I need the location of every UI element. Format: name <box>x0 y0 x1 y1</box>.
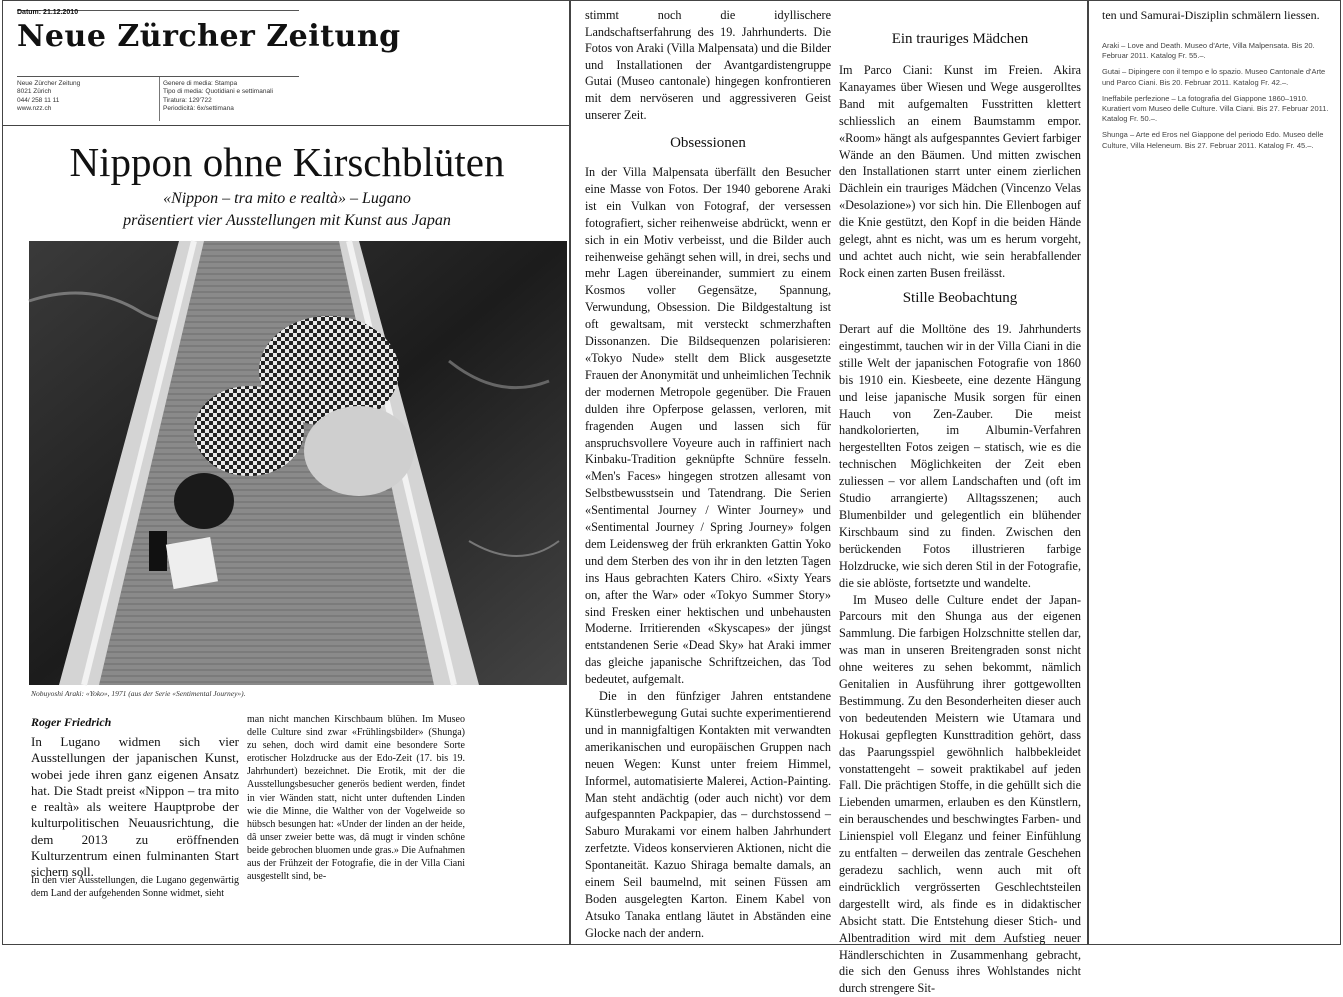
divider <box>17 76 299 77</box>
article-photo <box>29 241 567 685</box>
media-info-line: Genere di media: Stampa <box>163 80 273 88</box>
page-1 <box>2 0 570 945</box>
article-body-column <box>839 321 1081 997</box>
media-info <box>163 80 273 113</box>
body-paragraph: In der Villa Malpensata überfällt den Besucher eine Masse von Fotos. Der 1940 geborene Araki ist ein Vulkan von Fotograf, der versessen fotografiert, sicher reihenweise abdrückt, wenn er sich in ein Motiv verbeisst, und die Bilder auch reihenweise gehängt sehen will, in drei, sechs und mehr Lagen übereinander, summiert zu einem Kosmos voller Gegensätze, Spannung, Verwundung, Obsession. Die Bildgestaltung ist oft gewaltsam, mit versteckt schmerzhaften Dissonanzen. Die Bildsequenzen polarisieren: «Tokyo Nude» stellt dem Blick ausgesetzte Frauen der Anonymität und unheimlichen Technik der modernen Metropole gegenüber. Die Frauen dulden ihre Opferpose gelassen, verloren, mit fragenden Augen und lassen sich für anspruchsvollere Voyeure auch in raffiniert nach Kinbaku-Tradition geknüpfte Schnüre fesseln. «Men's Faces» hingegen strotzen allesamt von Selbstbewusstsein und Tatendrang. Die Serien «Sentimental Journey / Winter Journey» und «Sentimental Journey / Spring Journey» folgen dem Leidensweg der früh erkrankten Gattin Yoko und dem Sterben des von ihr in den letzten Tagen ins Haus gebrachten Katers Chiro. «Sixty Years on, after the War» oder «Tokyo Summer Story» sind Fresken einer hektischen und unbehausten Moderne. Irritierenden «Skyscapes» der jüngst entstandenen Serie «Dead Sky» hat Araki immer das gleiche japanische Schriftzeichen, das Tod bedeutet, aufgemalt. <box>585 164 831 688</box>
section-heading: Stille Beobachtung <box>839 290 1081 307</box>
exhibition-info-item: Araki – Love and Death. Museo d'Arte, Villa Malpensata. Bis 20. Februar 2011. Katalog Fr. 55.–. <box>1102 41 1334 61</box>
article-body-column <box>839 62 1081 282</box>
publisher-address <box>17 80 80 113</box>
body-paragraph: stimmt noch die idyllischere Landschaftserfahrung des 19. Jahrhunderts. Die Fotos von Araki (Villa Malpensata) und die Bilder und Installationen der Avantgardistengruppe Gutai (Museo cantonale) hingegen konfrontieren mit dem nervöseren und aggressiveren Geist unserer Zeit. <box>585 7 831 123</box>
author-byline: Roger Friedrich <box>31 715 111 730</box>
exhibition-info <box>1102 41 1334 157</box>
photo-caption: Nobuyoshi Araki: «Yoko», 1971 (aus der Serie «Sentimental Journey»). <box>31 689 246 698</box>
article-body-column <box>1102 7 1334 23</box>
masthead <box>3 1 571 126</box>
section-heading: Obsessionen <box>585 135 831 152</box>
media-info-line: Tiratura: 129'722 <box>163 97 273 105</box>
section-heading: Ein trauriges Mädchen <box>839 31 1081 48</box>
address-line: 8021 Zürich <box>17 88 80 96</box>
boat-photo-illustration <box>29 241 567 685</box>
newspaper-logo: Neue Zürcher Zeitung <box>17 19 401 54</box>
exhibition-info-item: Shunga – Arte ed Eros nel Giappone del periodo Edo. Museo delle Culture, Villa Heleneum. Bis 27. Februar 2011. Katalog Fr. 45.–. <box>1102 130 1334 150</box>
body-paragraph: Derart auf die Molltöne des 19. Jahrhunderts eingestimmt, tauchen wir in der Villa Ciani in die stille Welt der japanischen Fotografie von 1860 bis 1910 ein. Kiesbeete, eine dezente Hängung und leise japanische Musik sorgen für einen Hauch von Zen-Zauber. Die meist handkolorierten, im Albumin-Verfahren hergestellten Fotos zeigen – statisch, wie es die technischen Möglichkeiten der Zeit eben zuliessen – vor allem Landschaften und (oft im Studio arrangierte) Alltagsszenen; auch Blumenbilder und gelegentlich ein blühender Kirschbaum sind zu finden. Zwischen den berückenden Fotos illustrieren farbige Holzdrucke, wie sich deren Stil in der Fotografie, die sie ablöste, fortsetzte und wandelte. <box>839 321 1081 592</box>
divider <box>159 77 160 121</box>
page-3 <box>1088 0 1341 945</box>
media-info-line: Tipo di media: Quotidiani e settimanali <box>163 88 273 96</box>
article-subhead: «Nippon – tra mito e realtà» – Lugano <box>3 189 571 209</box>
body-paragraph: Im Parco Ciani: Kunst im Freien. Akira Kanayames über Wiesen und Wege ausgerolltes Band mit aufgemalten Fusstritten klettert schliesslich an einem Baumstamm empor. «Room» hängt als aufgespanntes Geviert farbiger Wände an den Bäumen. Und mitten zwischen den Installationen starrt unter einem zierlichen Dächlein ein trauriges Mädchen (Vincenzo Velas «Desolazione») vor sich hin. Die Ellenbogen auf die Knie gestützt, den Kopf in die beiden Hände gelegt, ahnt es nicht, was um es herum vorgeht, und achtet auch nicht, wie sein herabfallender Rock einen zarten Busen freilässt. <box>839 62 1081 282</box>
publication-date: Datum: 21.12.2010 <box>17 9 78 16</box>
body-paragraph: man nicht manchen Kirschbaum blühen. Im Museo delle Culture sind zwar «Frühlingsbilder» (Shunga) zu sehen, doch wird damit eine besondere Sorte erotischer Holzdrucke aus der Edo-Zeit (17. bis 19. Jahrhundert) bezeichnet. Die Erotik, mit der die Ausstellungsbesucher generös bedient werden, findet in vier Wänden statt, nicht unter duftenden Linden wie die Minne, die Walther von der Vogelweide so hübsch besungen hat: «Under der linden an der heide, dâ unser zweier bette was, dâ mugt ir vinden schône beide gebrochen bluomen unde gras.» Die Aufnahmen aus der Frühzeit der Fotografie, die in der Villa Ciani ausgestellt sind, be- <box>247 713 465 883</box>
exhibition-info-item: Gutai – Dipingere con il tempo e lo spazio. Museo Cantonale d'Arte und Parco Ciani. Bis 20. Februar 2011. Katalog Fr. 42.–. <box>1102 67 1334 87</box>
exhibition-info-item: Ineffabile perfezione – La fotografia del Giappone 1860–1910. Kuratiert vom Museo delle Culture. Villa Ciani. Bis 27. Februar 2011. Katalog Fr. 50.–. <box>1102 94 1334 125</box>
page-2 <box>570 0 1088 945</box>
article-body-column <box>31 874 239 900</box>
article-headline: Nippon ohne Kirschblüten <box>3 137 571 187</box>
lead-paragraph: In Lugano widmen sich vier Ausstellungen der japanischen Kunst, wobei jede ihren ganz eigenen Ansatz hat. Die Stadt preist «Nippon – tra mito e realtà» als weitere Hauptprobe der kulturpolitischen Neuausrichtung, die dem 2013 zu eröffnenden Kulturzentrum einen fulminanten Start sichern soll. <box>31 734 239 881</box>
media-info-line: Periodicità: 6x/settimana <box>163 105 273 113</box>
address-line: 044/ 258 11 11 <box>17 97 80 105</box>
address-line: www.nzz.ch <box>17 105 80 113</box>
article-body-column <box>247 713 465 883</box>
body-paragraph: Im Museo delle Culture endet der Japan-Parcours mit den Shunga aus der eigenen Sammlung. Die farbigen Holzschnitte stellen dar, was man in unseren Breitengraden sonst nicht ohne weiteres zu sehen bekommt, nämlich Genitalien in Ausführung ihrer gottgewollten Bestimmung. Zu den Besonderheiten dieser auch von bedeutenden Meistern wie Utamara und Hokusai gepflegten Kunsttradition gehört, dass das Paarungsspiel gewöhnlich halbbekleidet vonstattengeht – soweit praktikabel auf jeden Fall. Die prächtigen Stoffe, in die gehüllt sich die Liebenden umarmen, erlauben es den Künstlern, ein berauschendes und beschwingtes Farben- und Linienspiel voll Eleganz und feiner Einfühlung zu entfalten – derweilen das zentrale Geschehen geradezu sachlich, wenn auch mit oft eindrücklich vergrösserten Geschlechtsteilen dargestellt wird, als finde es in didaktischer Absicht statt. Die Entstehung dieser Stich- und Albentradition wird mit dem Aufstieg neuer Händlerschichten in Zusammenhang gebracht, die sich den Genuss ihres Wohlstandes nicht durch strengere Sit- <box>839 592 1081 997</box>
article-lead <box>31 734 239 881</box>
article-body-column <box>585 164 831 942</box>
body-paragraph: Die in den fünfziger Jahren entstandene Künstlerbewegung Gutai suchte experimentierend und in mannigfaltigen Kontakten mit verwandten amerikanischen und europäischen Gruppen nach neuen Wegen: Kunst unter freiem Himmel, Informel, automatisierte Malerei, Action-Painting. Man steht andächtig (oder auch nicht) vor dem aufgespannten Packpapier, das – durchstossend – Saburo Murakami vor einem halben Jahrhundert zerfetzte. Videos konservieren Aktionen, nicht die Spontaneität. Kazuo Shiraga bemalte damals, an einem Seil baumelnd, mit seinen Füssen am Boden ausgelegten Karton. Einem Kabel von Atsuko Tanaka entlang läutet in Abständen eine Glocke nach der andern. <box>585 688 831 942</box>
body-paragraph: ten und Samurai-Disziplin schmälern liessen. <box>1102 7 1334 23</box>
article-subhead: präsentiert vier Ausstellungen mit Kunst aus Japan <box>3 211 571 231</box>
body-paragraph: In den vier Ausstellungen, die Lugano gegenwärtig dem Land der aufgehenden Sonne widmet, sieht <box>31 874 239 900</box>
address-line: Neue Zürcher Zeitung <box>17 80 80 88</box>
article-body-column <box>585 7 831 123</box>
